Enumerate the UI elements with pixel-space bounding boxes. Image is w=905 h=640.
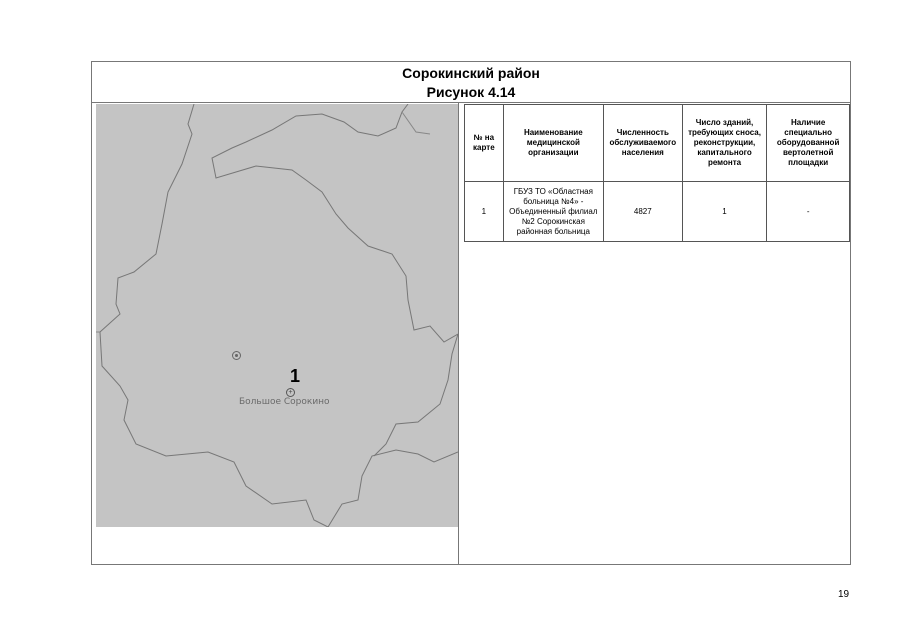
figure-caption: Рисунок 4.14 xyxy=(426,84,516,100)
page-number: 19 xyxy=(838,589,850,600)
table-row xyxy=(465,182,850,242)
map-place-label: Большое Сорокино xyxy=(239,397,330,407)
map-background xyxy=(96,104,458,527)
column-header-number: № на карте xyxy=(465,105,504,182)
cell-number: 1 xyxy=(465,182,504,242)
column-header-population: Численность обслуживаемого населения xyxy=(603,105,682,182)
district-title: Сорокинский район xyxy=(402,65,540,81)
district-map xyxy=(96,104,458,527)
cell-population: 4827 xyxy=(603,182,682,242)
facility-table xyxy=(464,104,850,242)
column-header-buildings: Число зданий, требующих сноса, реконструкции, капитального ремонта xyxy=(682,105,767,182)
table-header-row xyxy=(465,105,850,182)
settlement-icon xyxy=(232,351,241,360)
column-header-helipad: Наличие специально оборудованной вертолетной площадки xyxy=(767,105,850,182)
figure-frame xyxy=(91,61,851,565)
cell-helipad: - xyxy=(767,182,850,242)
column-divider xyxy=(458,103,459,564)
hospital-icon: + xyxy=(286,388,295,397)
cell-buildings: 1 xyxy=(682,182,767,242)
cell-organization: ГБУЗ ТО «Областная больница №4» - Объединенный филиал №2 Сорокинская районная больница xyxy=(503,182,603,242)
district-boundary-map xyxy=(96,104,458,527)
facility-table-wrapper xyxy=(464,104,850,242)
column-header-organization: Наименование медицинской организации xyxy=(503,105,603,182)
map-marker-number: 1 xyxy=(290,366,301,386)
figure-header xyxy=(92,62,850,103)
